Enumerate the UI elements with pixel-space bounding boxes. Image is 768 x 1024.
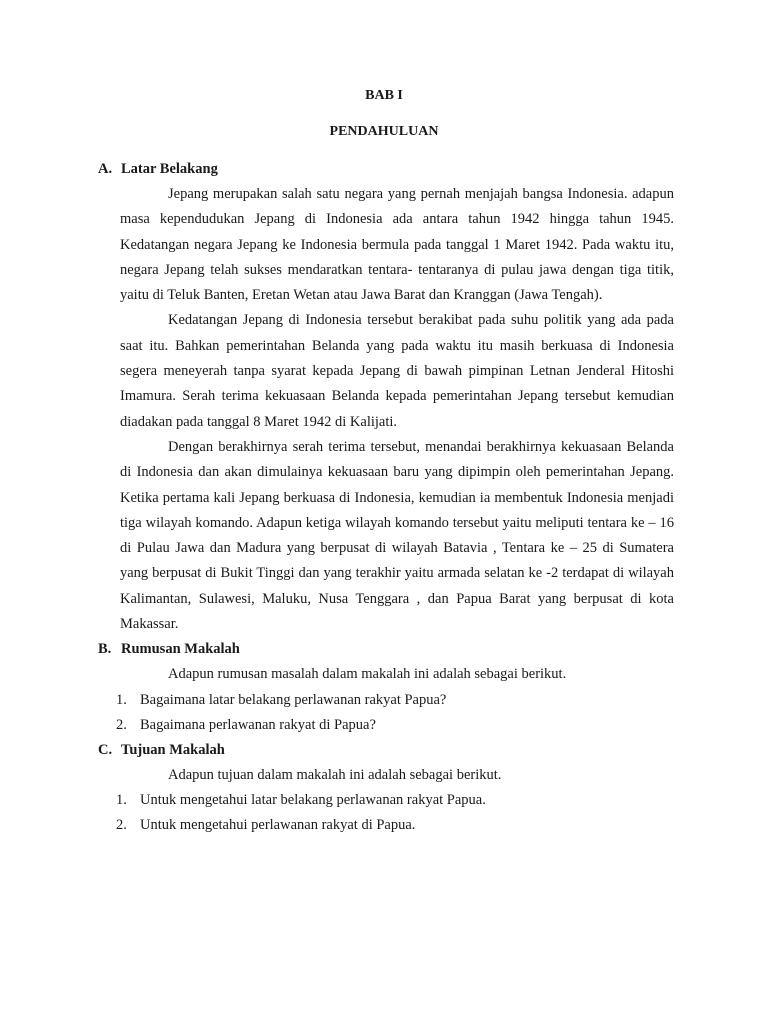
paragraph: Dengan berakhirnya serah terima tersebut, menandai berakhirnya kekuasaan Belanda di Indonesia dan akan dimulainya kekuasaan baru yang dipimpin oleh pemerintahan Jepang. Ketika pertama kali Jepang berkuasa di Indonesia, kemudian ia membentuk Indonesia menjadi tiga wilayah komando. Adapun ketiga wilayah komando tersebut yaitu meliputi tentara ke – 16 di Pulau Jawa dan Madura yang berpusat di wilayah Batavia , Tentara ke – 25 di Sumatera yang berpusat di Bukit Tinggi dan yang terakhir yaitu armada selatan ke -2 terdapat di wilayah Kalimantan, Sulawesi, Maluku, Nusa Tenggara , dan Papua Barat yang berpusat di kota Makassar. — [120, 438, 674, 633]
paragraph: Adapun tujuan dalam makalah ini adalah sebagai berikut. — [168, 766, 502, 783]
list-item: 2. Bagaimana perlawanan rakyat di Papua? — [116, 716, 376, 733]
section-heading-tujuan-makalah: C. Tujuan Makalah — [98, 741, 225, 758]
list-item: 1. Bagaimana latar belakang perlawanan rakyat Papua? — [116, 691, 447, 708]
list-item: 1. Untuk mengetahui latar belakang perlawanan rakyat Papua. — [116, 791, 486, 808]
paragraph: Kedatangan Jepang di Indonesia tersebut berakibat pada suhu politik yang ada pada saat itu. Bahkan pemerintahan Belanda yang pada waktu itu masih berkuasa di Indonesia segera meneyerah tanpa syarat kepada Jepang di bawah pimpinan Letnan Jenderal Hitoshi Imamura. Serah terima kekuasaan Belanda kepada pemerintahan Jepang tersebut kemudian diadakan pada tanggal 8 Maret 1942 di Kalijati. — [120, 312, 674, 430]
chapter-number: BAB I — [365, 88, 403, 103]
section-heading-latar-belakang: A. Latar Belakang — [98, 161, 218, 177]
paragraph: Adapun rumusan masalah dalam makalah ini adalah sebagai berikut. — [168, 666, 567, 683]
paragraph: Jepang merupakan salah satu negara yang pernah menjajah bangsa Indonesia. adapun masa kependudukan Jepang di Indonesia ada antara tahun 1942 hingga tahun 1945. Kedatangan negara Jepang ke Indonesia bermula pada tanggal 1 Maret 1942. Pada waktu itu, negara Jepang telah sukses mendaratkan tentara- tentaranya di pulau jawa dengan tiga titik, yaitu di Teluk Banten, Eretan Wetan atau Jawa Barat dan Kranggan (Jawa Tengah). — [120, 186, 674, 304]
chapter-title: PENDAHULUAN — [329, 124, 439, 139]
list-item: 2. Untuk mengetahui perlawanan rakyat di Papua. — [116, 816, 416, 833]
document-body — [98, 157, 674, 838]
section-heading-rumusan-makalah: B. Rumusan Makalah — [98, 641, 240, 658]
